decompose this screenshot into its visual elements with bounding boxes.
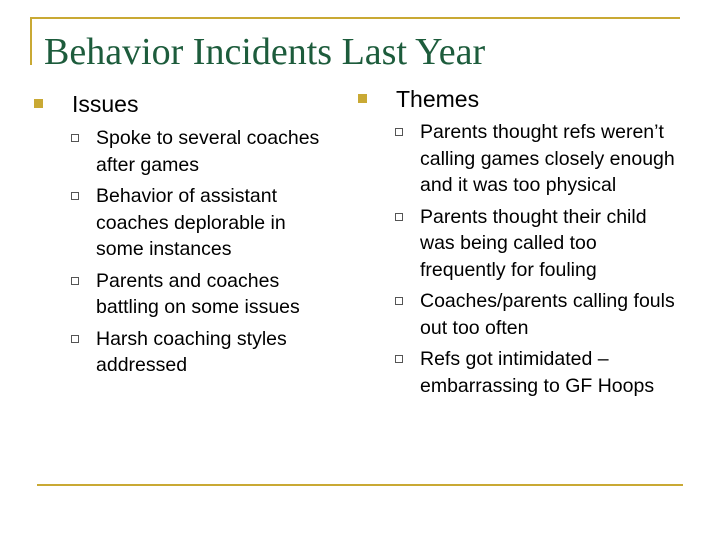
- checkbox-bullet-icon: [395, 213, 403, 221]
- list-item: [96, 268, 336, 321]
- list-item: [420, 346, 682, 399]
- issues-list: [96, 125, 336, 384]
- list-item: [420, 119, 682, 199]
- item-text: Parents thought refs weren’t calling games closely enough and it was too physical: [420, 121, 675, 196]
- item-text: Refs got intimidated – embarrassing to GF Hoops: [420, 348, 655, 397]
- checkbox-bullet-icon: [71, 277, 79, 285]
- item-text: Coaches/parents calling fouls out too often: [420, 290, 675, 339]
- square-bullet-icon: [34, 99, 43, 108]
- checkbox-bullet-icon: [71, 335, 79, 343]
- heading-text: Themes: [396, 86, 480, 112]
- checkbox-bullet-icon: [395, 128, 403, 136]
- list-item: [420, 288, 682, 341]
- issues-heading: [72, 91, 138, 118]
- themes-list: [420, 119, 682, 404]
- heading-text: Issues: [72, 91, 139, 117]
- item-text: Spoke to several coaches after games: [96, 127, 320, 176]
- checkbox-bullet-icon: [395, 297, 403, 305]
- bottom-rule: [37, 484, 683, 486]
- left-rule: [30, 17, 32, 65]
- item-text: Parents and coaches battling on some issues: [96, 269, 300, 318]
- top-rule: [30, 17, 680, 19]
- list-item: [96, 326, 336, 379]
- square-bullet-icon: [358, 94, 367, 103]
- list-item: [96, 125, 336, 178]
- themes-heading: [396, 86, 479, 113]
- checkbox-bullet-icon: [71, 192, 79, 200]
- checkbox-bullet-icon: [71, 134, 79, 142]
- slide-title: Behavior Incidents Last Year: [44, 31, 486, 73]
- list-item: [96, 183, 336, 263]
- checkbox-bullet-icon: [395, 355, 403, 363]
- item-text: Harsh coaching styles addressed: [96, 327, 287, 376]
- item-text: Behavior of assistant coaches deplorable in some instances: [96, 185, 286, 260]
- item-text: Parents thought their child was being called too frequently for fouling: [420, 205, 647, 281]
- list-item: [420, 204, 682, 284]
